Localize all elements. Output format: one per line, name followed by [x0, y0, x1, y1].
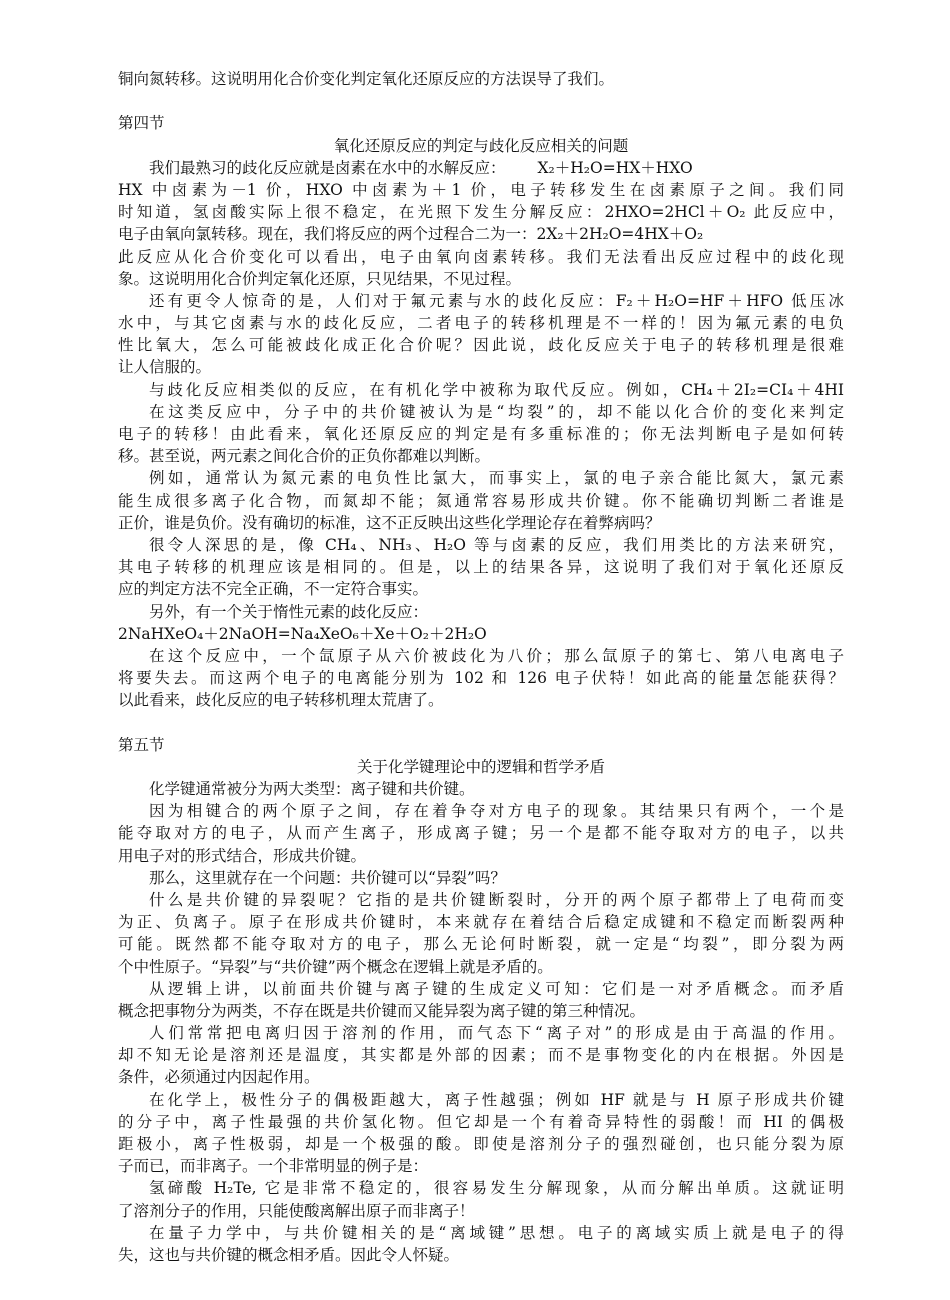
section-5-label: 第五节 [118, 735, 165, 754]
paragraph-line: 电子由氧向氯转移。现在，我们将反应的两个过程合二为一：2X₂＋2H₂O=4HX＋O₂ [118, 225, 704, 244]
paragraph-line: 移。甚至说，两元素之间化合价的正负你都难以判断。 [118, 447, 491, 466]
paragraph-line: 在这个反应中，一个氙原子从六价被歧化为八价；那么氙原子的第七、第八电离电子 [149, 646, 844, 665]
paragraph-line: 例如，通常认为氮元素的电负性比氯大，而事实上，氯的电子亲合能比氮大，氯元素 [149, 469, 844, 488]
paragraph-line: 了溶剂分子的作用，只能使酸离解出原子而非离子！ [118, 1201, 475, 1220]
paragraph-line: 什么是共价键的异裂呢？它指的是共价键断裂时，分开的两个原子都带上了电荷而变 [149, 890, 844, 909]
paragraph-line: 却不知无论是溶剂还是温度，其实都是外部的因素；而不是事物变化的内在根据。外因是 [118, 1046, 844, 1065]
paragraph-line: 很令人深思的是，像 CH₄、NH₃、H₂O 等与卤素的反应，我们用类比的方法来研究， [149, 535, 844, 554]
paragraph-line: 性比氧大，怎么可能被歧化成正化合价呢？因此说，歧化反应关于电子的转移机理是很难 [118, 336, 844, 355]
paragraph-line: 与歧化反应相类似的反应，在有机化学中被称为取代反应。例如，CH₄＋2I₂=CI₄＋4HI [149, 380, 844, 399]
paragraph-line: 化学键通常被分为两大类型：离子键和共价键。 [149, 780, 475, 798]
paragraph-line: 从逻辑上讲，以前面共价键与离子键的生成定义可知：它们是一对矛盾概念。而矛盾 [149, 979, 844, 998]
paragraph-line: 因为相键合的两个原子之间，存在着争夺对方电子的现象。其结果只有两个，一个是 [149, 802, 844, 821]
equation: X₂＋H₂O=HX＋HXO [537, 158, 693, 177]
paragraph-line: 子而已，而非离子。一个非常明显的例子是： [118, 1157, 429, 1176]
paragraph-line: 个中性原子。“异裂”与“共价键”两个概念在逻辑上就是矛盾的。 [118, 957, 553, 976]
paragraph-line: 将要失去。而这两个电子的电离能分别为 102 和 126 电子伏特！如此高的能量怎能获得？ [118, 669, 844, 688]
paragraph-line: 用电子对的形式结合，形成共价键。 [118, 846, 367, 865]
carryover-paragraph: 铜向氮转移。这说明用化合价变化判定氧化还原反应的方法误导了我们。 [118, 70, 615, 88]
paragraph-line: 象。这说明用化合价判定氧化还原，只见结果，不见过程。 [118, 269, 522, 288]
paragraph-line: 失，这也与共价键的概念相矛盾。因此令人怀疑。 [118, 1245, 460, 1264]
paragraph-line: 让人信服的。 [118, 358, 212, 377]
paragraph-line: 应的判定方法不完全正确，不一定符合事实。 [118, 580, 429, 599]
paragraph-line: 其电子转移的机理应该是相同的。但是，以上的结果各异，这说明了我们对于氧化还原反 [118, 558, 844, 577]
paragraph-line: 那么，这里就存在一个问题：共价键可以“异裂”吗？ [149, 868, 506, 887]
paragraph-line: 此反应从化合价变化可以看出，电子由氧向卤素转移。我们无法看出反应过程中的歧化现 [118, 247, 844, 266]
paragraph-line: 在这类反应中，分子中的共价键被认为是“均裂”的，却不能以化合价的变化来判定 [149, 402, 844, 421]
equation-line: 2NaHXeO₄＋2NaOH=Na₄XeO₆＋Xe＋O₂＋2H₂O [118, 624, 487, 643]
paragraph-line: 能生成很多离子化合物，而氮却不能；氮通常容易形成共价键。你不能确切判断二者谁是 [118, 491, 844, 510]
paragraph-line: HX 中卤素为－1 价，HXO 中卤素为＋1 价，电子转移发生在卤素原子之间。我们同 [118, 180, 844, 199]
paragraph-line: 我们最熟习的歧化反应就是卤素在水中的水解反应： X₂＋H₂O=HX＋HXO [149, 158, 693, 177]
paragraph-line: 水中，与其它卤素与水的歧化反应，二者电子的转移机理是不一样的！因为氟元素的电负 [118, 314, 844, 333]
paragraph-line: 距极小，离子性极弱，却是一个极强的酸。即使是溶剂分子的强烈碰创，也只能分裂为原 [118, 1135, 844, 1153]
paragraph-line: 另外，有一个关于惰性元素的歧化反应： [149, 602, 429, 621]
paragraph-line: 为正、负离子。原子在形成共价键时，本来就存在着结合后稳定成键和不稳定而断裂两种 [118, 913, 844, 932]
section-5-title: 关于化学键理论中的逻辑和哲学矛盾 [356, 757, 605, 776]
paragraph-line: 以此看来，歧化反应的电子转移机理太荒唐了。 [118, 691, 444, 710]
paragraph-line: 在量子力学中，与共价键相关的是“离域键”思想。电子的离域实质上就是电子的得 [149, 1223, 844, 1242]
paragraph-line: 能夺取对方的电子，从而产生离子，形成离子键；另一个是都不能夺取对方的电子，以共 [118, 824, 844, 843]
paragraph-line: 的分子中，离子性最强的共价氢化物。但它却是一个有着奇异特性的弱酸！而 HI 的偶极 [118, 1112, 844, 1131]
paragraph-line: 概念把事物分为两类，不存在既是共价键而又能异裂为离子键的第三种情况。 [118, 1001, 646, 1020]
paragraph-line: 氢碲酸 H₂Te, 它是非常不稳定的，很容易发生分解现象，从而分解出单质。这就证明 [149, 1179, 844, 1198]
paragraph-line: 还有更令人惊奇的是，人们对于氟元素与水的歧化反应：F₂＋H₂O=HF＋HFO 低压冰 [149, 291, 844, 310]
paragraph-line: 人们常常把电离归因于溶剂的作用，而气态下“离子对”的形成是由于高温的作用。 [149, 1024, 844, 1043]
paragraph-line: 电子的转移！由此看来，氧化还原反应的判定是有多重标准的；你无法判断电子是如何转 [118, 425, 844, 443]
section-4-title: 氧化还原反应的判定与歧化反应相关的问题 [333, 136, 629, 155]
document-page [118, 68, 844, 1266]
paragraph-line: 条件，必须通过内因起作用。 [118, 1068, 320, 1087]
paragraph-line: 可能。既然都不能夺取对方的电子，那么无论何时断裂，就一定是“均裂”，即分裂为两 [118, 935, 844, 954]
section-4-label: 第四节 [118, 114, 165, 133]
paragraph-line: 时知道，氢卤酸实际上很不稳定，在光照下发生分解反应：2HXO=2HCl＋O₂ 此反应中， [118, 203, 844, 222]
paragraph-line: 正价，谁是负价。没有确切的标准，这不正反映出这些化学理论存在着弊病吗？ [118, 513, 661, 532]
paragraph-line: 在化学上，极性分子的偶极距越大，离子性越强；例如 HF 就是与 H 原子形成共价键 [149, 1090, 844, 1109]
